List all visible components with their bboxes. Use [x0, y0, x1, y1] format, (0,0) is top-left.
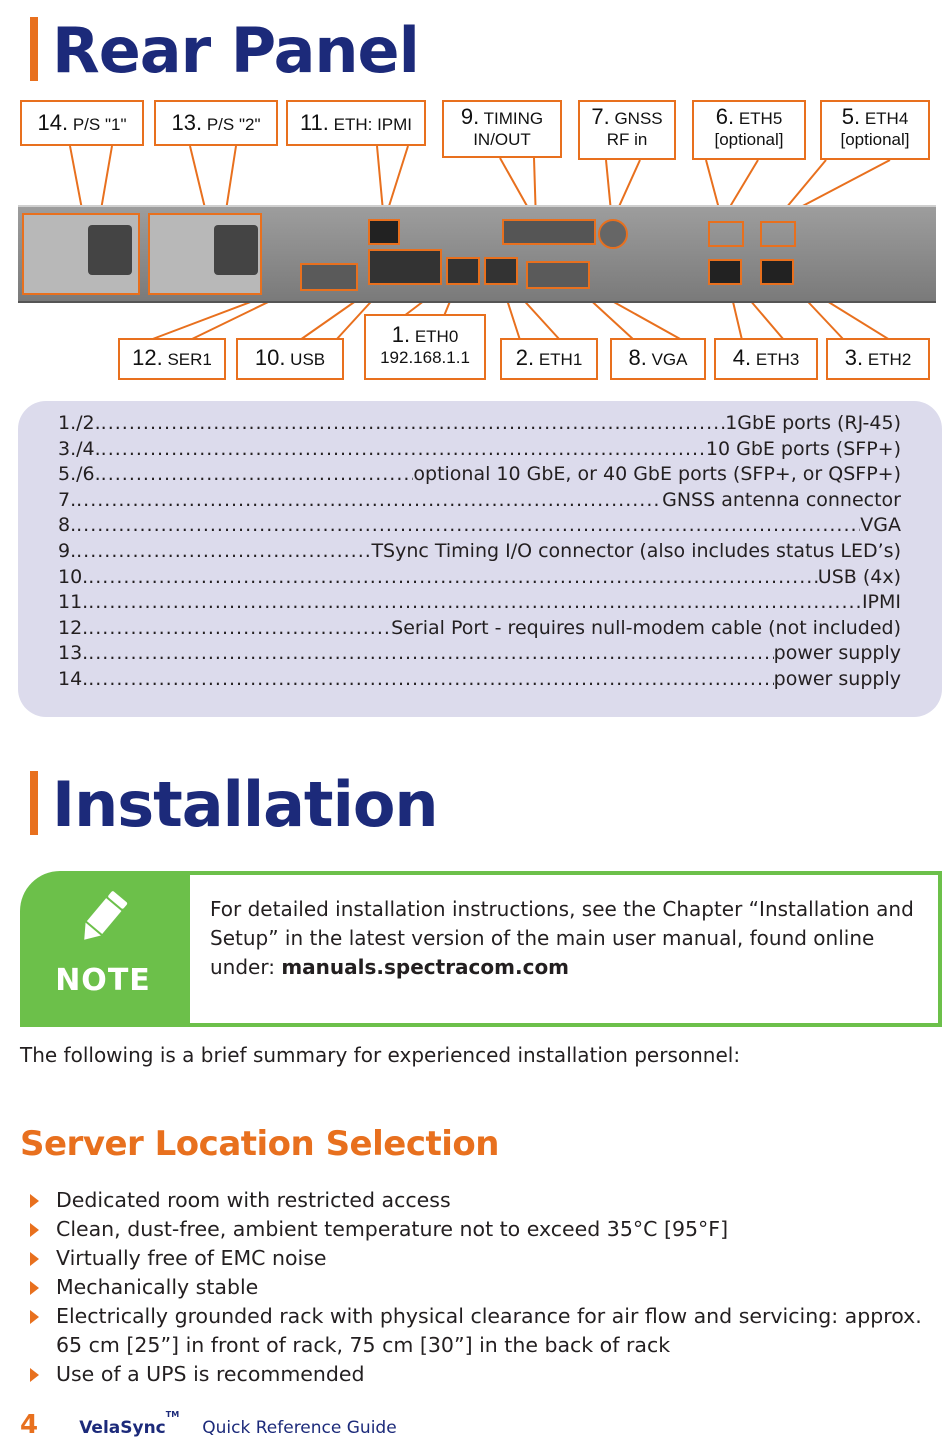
eth5-slot [708, 221, 744, 247]
bullet-arrow-icon [30, 1252, 39, 1266]
manual-link[interactable]: manuals.spectracom.com [281, 955, 570, 979]
callout-eth-ipmi: 11. ETH: IPMI [286, 100, 426, 146]
eth2-port [760, 259, 794, 285]
callout-ps1: 14. P/S "1" [20, 100, 144, 146]
list-item: Use of a UPS is recommended [30, 1360, 930, 1389]
footer-brand: VelaSync™ [79, 1410, 180, 1438]
callout-eth4: 5. ETH4 [optional] [820, 100, 930, 160]
legend-row: 12. ..... Serial Port - requires null-modem cable (not included) [58, 616, 901, 641]
callout-ser1: 12. SER1 [118, 338, 226, 380]
legend-row: 3./4. ..... 10 GbE ports (SFP+) [58, 437, 901, 462]
eth0-port [446, 257, 480, 285]
callout-eth2: 3. ETH2 [826, 338, 930, 380]
bullet-arrow-icon [30, 1281, 39, 1295]
callout-gnss: 7. GNSS RF in [578, 100, 676, 160]
legend-row: 8. ..... VGA [58, 513, 901, 538]
page-footer [20, 1410, 397, 1440]
list-item: Clean, dust-free, ambient temperature not to exceed 35°C [95°F] [30, 1215, 930, 1244]
callout-eth5: 6. ETH5 [optional] [692, 100, 806, 160]
gnss-rf-port [598, 219, 628, 249]
timing-io-port [502, 219, 596, 245]
ser1-port [300, 263, 358, 291]
callout-ps2: 13. P/S "2" [154, 100, 278, 146]
bullet-arrow-icon [30, 1310, 39, 1324]
footer-guide-title: Quick Reference Guide [202, 1418, 397, 1438]
legend-row: 1./2. ..... 1GbE ports (RJ-45) [58, 411, 901, 436]
bullet-arrow-icon [30, 1368, 39, 1382]
legend-row: 11. ..... IPMI [58, 590, 901, 615]
callout-eth3: 4. ETH3 [714, 338, 818, 380]
note-box [20, 871, 942, 1027]
server-location-heading: Server Location Selection [20, 1124, 499, 1164]
pencil-icon [70, 889, 136, 949]
bullet-arrow-icon [30, 1223, 39, 1237]
legend-row: 9. ..... TSync Timing I/O connector (also includes status LED’s) [58, 539, 901, 564]
legend-row: 14. ..... power supply [58, 667, 901, 692]
eth1-port [484, 257, 518, 285]
rear-panel-title: Rear Panel [52, 14, 419, 87]
legend-row: 7. ..... GNSS antenna connector [58, 488, 901, 513]
ipmi-port [368, 219, 400, 245]
intro-text: The following is a brief summary for experienced installation personnel: [20, 1043, 741, 1067]
list-item: Mechanically stable [30, 1273, 930, 1302]
legend-row: 5./6. ..... optional 10 GbE, or 40 GbE ports (SFP+, or QSFP+) [58, 462, 901, 487]
note-text: For detailed installation instructions, see the Chapter “Installation and Setup” in the latest version of the main user manual, found online under: manuals.spectracom.com [210, 897, 914, 979]
psu-2-inlet [214, 225, 258, 275]
server-rear-chassis [18, 205, 936, 303]
list-item: Dedicated room with restricted access [30, 1186, 930, 1215]
page-number: 4 [20, 1410, 39, 1440]
callout-eth0: 1. ETH0 192.168.1.1 [364, 314, 486, 380]
usb-ports [368, 249, 442, 285]
installation-title: Installation [52, 768, 438, 841]
list-item: Virtually free of EMC noise [30, 1244, 930, 1273]
bullet-arrow-icon [30, 1194, 39, 1208]
vga-port [526, 261, 590, 289]
list-item: Electrically grounded rack with physical clearance for air flow and servicing: approx. 65 cm [25”] in front of rack, 75 cm [30”] in the back of rack [30, 1302, 930, 1360]
callout-usb: 10. USB [236, 338, 344, 380]
callout-timing: 9. TIMING IN/OUT [442, 100, 562, 158]
note-label: NOTE [55, 963, 151, 998]
heading-accent-bar [30, 771, 38, 835]
port-legend [18, 401, 942, 717]
callout-eth1: 2. ETH1 [500, 338, 598, 380]
server-location-list [30, 1186, 930, 1389]
note-badge [20, 871, 186, 1027]
note-content [186, 871, 942, 1027]
legend-row: 13. ..... power supply [58, 641, 901, 666]
callout-vga: 8. VGA [610, 338, 706, 380]
legend-row: 10. ..... USB (4x) [58, 565, 901, 590]
eth4-slot [760, 221, 796, 247]
eth3-port [708, 259, 742, 285]
installation-heading [30, 768, 438, 841]
psu-1-inlet [88, 225, 132, 275]
